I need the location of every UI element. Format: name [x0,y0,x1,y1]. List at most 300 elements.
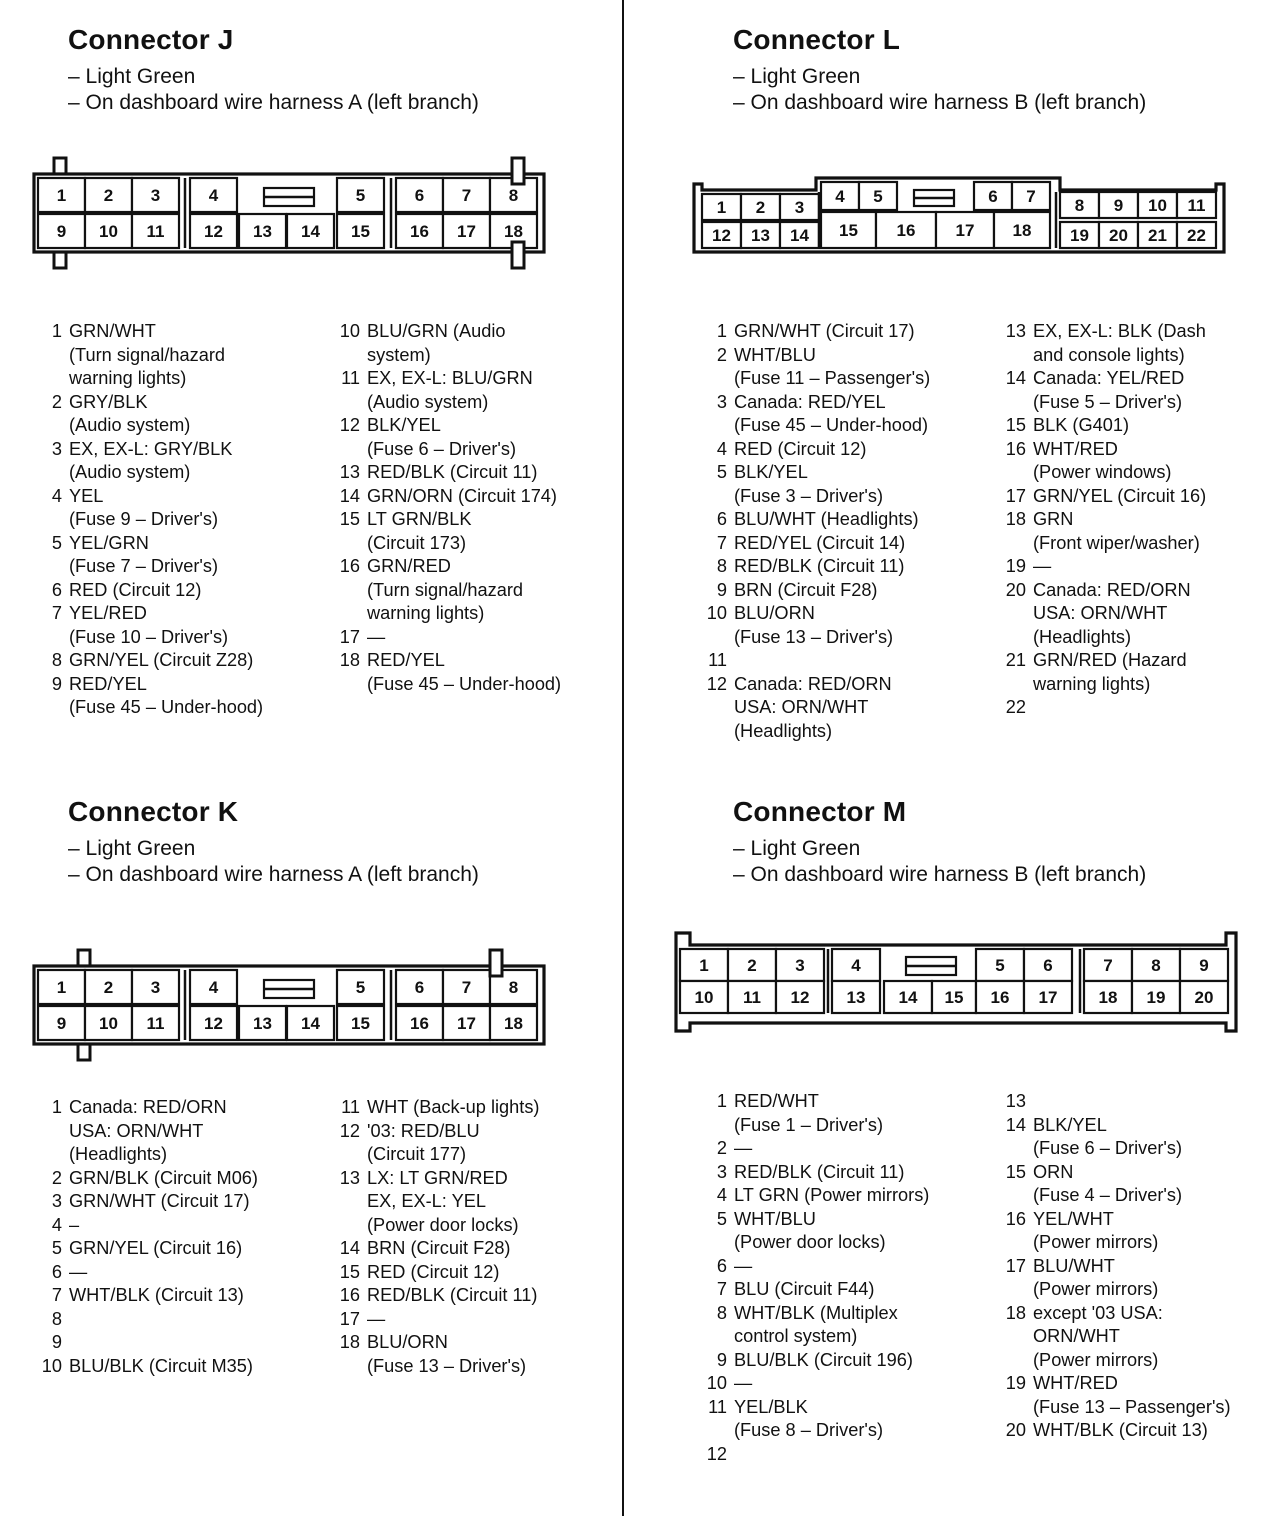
pin-label: 20 [1109,226,1128,245]
pin-number: 4 [716,1185,727,1205]
pin-description: RED (Circuit 12) [734,438,867,459]
pin-label: 15 [351,222,370,241]
pin-label: 11 [1187,196,1206,215]
pin-number: 17 [339,1308,360,1329]
pin-entry [697,1372,997,1396]
column-divider [622,0,624,1516]
pin-description: BLU/GRN (Audio system) [367,321,506,365]
pin-label: 17 [457,1014,476,1033]
pin-entry [330,649,620,696]
pin-label: 21 [1148,226,1167,245]
pin-label: 10 [1148,196,1167,215]
pin-label: 9 [1113,196,1124,215]
pin-entry [330,485,620,509]
pin-entry [996,1302,1278,1373]
pin-entry [330,1167,620,1238]
connector-m-info [733,836,1146,888]
pin-number: 9 [51,673,62,694]
pin-description: RED/BLK (Circuit 11) [734,556,905,576]
connector-k-location: – On dashboard wire harness A (left branch) [68,863,479,886]
pin-entry [697,1302,997,1349]
pin-label: 20 [1194,988,1214,1007]
pin-description: GRN/RED (Hazard warning lights) [1033,650,1187,694]
pin-entry [697,673,997,744]
pin-entry [996,1161,1278,1208]
pin-entry [697,1161,997,1185]
pin-description: RED/YEL (Circuit 14) [734,532,906,553]
pin-number: 17 [1005,485,1026,506]
pin-description: GRN/WHT (Circuit 17) [734,321,915,341]
pin-label: 1 [699,956,709,975]
pin-label: 12 [204,222,223,241]
pin-entry [697,461,997,508]
pin-number: 4 [51,485,62,506]
pin-number: 11 [341,368,360,388]
pin-label: 18 [1012,221,1032,240]
pin-number: 14 [339,485,360,506]
pin-description: RED/BLK (Circuit 11) [367,462,538,482]
pin-number: 10 [339,321,360,341]
pin-number: 17 [339,626,360,647]
pin-label: 14 [790,226,809,245]
pin-number: 18 [339,1332,360,1352]
pin-entry [996,1419,1278,1443]
pin-entry [996,414,1278,438]
pin-number: 2 [51,1167,62,1188]
pin-label: 8 [1074,196,1085,215]
pin-label: 12 [204,1014,223,1033]
pin-label: 18 [1098,988,1118,1007]
connector-k-color: – Light Green [68,837,196,860]
pin-number: 10 [706,603,727,623]
pin-entry [330,1120,620,1167]
pin-entry [996,1114,1278,1161]
pin-description: except '03 USA: ORN/WHT (Power mirrors) [1033,1302,1163,1370]
pin-number: 5 [51,1238,62,1258]
pin-number: 20 [1005,1420,1026,1440]
pin-number: 5 [51,532,62,553]
pin-number: 8 [51,1308,62,1329]
connector-l-title: Connector L [733,24,901,55]
pin-label: 6 [988,187,998,206]
pin-label: 16 [896,221,916,240]
pin-entry [697,1443,997,1467]
pin-entry [32,1261,332,1285]
pin-label: 9 [1199,956,1209,975]
pin-description: RED (Circuit 12) [367,1261,500,1282]
pin-label: 9 [56,1014,67,1033]
pin-description: '03: RED/BLU (Circuit 177) [367,1120,480,1164]
pin-label: 4 [835,187,845,206]
pin-number: 9 [716,1349,727,1370]
pin-entry [996,696,1278,720]
pin-entry [697,438,997,462]
pin-description: RED/YEL (Fuse 45 – Under-hood) [69,673,264,717]
pin-label: 11 [146,222,165,241]
pin-label: 19 [1070,226,1089,245]
pin-description: Canada: RED/ORN USA: ORN/WHT (Headlights) [1033,579,1191,647]
pin-label: 22 [1187,226,1206,245]
pin-label: 3 [150,978,161,997]
pin-number: 7 [51,1285,62,1305]
pin-entry [330,1331,620,1378]
pin-number: 5 [716,1208,727,1229]
locking-tab [512,242,524,268]
pin-entry [697,1278,997,1302]
pin-label: 1 [56,186,67,205]
pin-description: — [734,1255,753,1276]
pin-description: EX, EX-L: BLU/GRN (Audio system) [367,368,533,412]
pin-label: 7 [1103,956,1113,975]
pin-number: 13 [1005,1091,1026,1111]
pin-description: BLU/WHT (Headlights) [734,509,919,529]
pin-entry [330,461,620,485]
pin-entry [996,1208,1278,1255]
pin-description: BLK/YEL (Fuse 6 – Driver's) [367,415,516,459]
pin-label: 5 [355,978,366,997]
pin-description: Canada: RED/ORN USA: ORN/WHT (Headlights) [734,673,892,741]
pin-entry [697,508,997,532]
pin-number: 11 [708,650,727,670]
pin-entry [32,438,332,485]
pin-description: RED (Circuit 12) [69,579,202,600]
pin-description: EX, EX-L: GRY/BLK (Audio system) [69,438,233,482]
connector-k-pins-left [32,1096,332,1378]
pin-label: 8 [1151,956,1161,975]
connector-j-location: – On dashboard wire harness A (left branch) [68,91,479,114]
pin-entry [32,1355,332,1379]
pin-label: 4 [208,978,219,997]
pin-description: GRN/BLK (Circuit M06) [69,1167,258,1188]
pin-description: LT GRN (Power mirrors) [734,1185,930,1205]
connector-l-diagram [688,172,1233,256]
pin-number: 15 [339,1261,360,1282]
pin-entry [330,1237,620,1261]
pin-description: WHT/RED (Power windows) [1033,438,1172,482]
pin-number: 2 [51,391,62,412]
pin-label: 9 [56,222,67,241]
pin-number: 1 [716,1091,727,1111]
pin-label: 13 [253,222,272,241]
pin-description: RED/WHT (Fuse 1 – Driver's) [734,1091,883,1135]
pin-description: GRN/ORN (Circuit 174) [367,485,557,506]
pin-number: 6 [716,1255,727,1276]
pin-number: 4 [51,1214,62,1235]
pin-entry [330,1308,620,1332]
pin-label: 6 [414,186,425,205]
pin-description: – [69,1214,80,1235]
pin-description: RED/YEL (Fuse 45 – Under-hood) [367,650,562,694]
pin-label: 15 [351,1014,370,1033]
pin-number: 12 [339,1120,360,1141]
pin-description: BLK/YEL (Fuse 6 – Driver's) [1033,1114,1182,1158]
pin-number: 7 [716,532,727,553]
pin-description: — [734,1373,753,1393]
pin-entry [697,391,997,438]
pin-label: 17 [955,221,975,240]
pin-entry [697,1184,997,1208]
pin-description: BLU/BLK (Circuit M35) [69,1355,253,1376]
pin-description: — [367,1308,386,1329]
pin-entry [697,579,997,603]
pin-label: 7 [461,186,472,205]
pin-label: 14 [301,1014,320,1033]
pin-label: 2 [103,186,114,205]
pin-label: 5 [873,187,883,206]
pin-number: 9 [716,579,727,600]
pin-entry [996,1372,1278,1419]
locking-tab [490,950,502,976]
pin-entry [32,649,332,673]
pin-label: 1 [716,198,727,217]
pin-description: GRN/YEL (Circuit 16) [69,1238,243,1258]
pin-description: WHT/BLU (Power door locks) [734,1208,886,1252]
connector-k-info [68,836,479,888]
pin-label: 6 [1043,956,1053,975]
pin-description: YEL (Fuse 9 – Driver's) [69,485,218,529]
pin-entry [32,1096,332,1167]
pin-description: LT GRN/BLK (Circuit 173) [367,509,472,553]
pin-entry [330,626,620,650]
pin-description: WHT/BLK (Circuit 13) [1033,1420,1208,1440]
pin-entry [32,1190,332,1214]
pin-label: 12 [790,988,810,1007]
pin-entry [697,649,997,673]
pin-number: 18 [1005,509,1026,529]
pin-number: 5 [716,462,727,482]
pin-number: 8 [51,650,62,670]
pin-label: 4 [208,186,219,205]
pin-label: 19 [1146,988,1166,1007]
pin-label: 2 [755,198,766,217]
pin-label: 2 [103,978,114,997]
pin-entry [32,602,332,649]
pin-entry [32,1331,332,1355]
pin-description: BRN (Circuit F28) [734,579,878,600]
connector-k-pins-right [330,1096,620,1378]
pin-number: 3 [51,438,62,459]
pin-label: 18 [504,222,523,241]
connector-l-info [733,64,1146,116]
pin-entry [697,532,997,556]
pin-description: WHT/BLK (Circuit 13) [69,1285,244,1305]
pin-description: BLK (G401) [1033,415,1130,435]
pin-label: 16 [410,222,429,241]
pin-entry [32,673,332,720]
pin-description: — [69,1261,88,1282]
pin-label: 10 [694,988,714,1007]
pin-number: 16 [339,1285,360,1305]
pin-label: 18 [504,1014,523,1033]
pin-description: LX: LT GRN/RED EX, EX-L: YEL (Power door locks) [367,1167,519,1235]
pin-label: 3 [795,956,805,975]
pin-number: 8 [716,1302,727,1323]
connector-m-title: Connector M [733,796,907,827]
pin-number: 16 [1005,438,1026,459]
pin-number: 16 [339,556,360,576]
pin-entry [996,1255,1278,1302]
pin-label: 11 [743,988,761,1007]
connector-j-diagram [28,150,568,275]
pin-description: — [1033,556,1052,576]
pin-description: BLU/BLK (Circuit 196) [734,1349,913,1370]
pin-number: 18 [339,650,360,670]
pin-label: 13 [846,988,866,1007]
pin-label: 13 [751,226,770,245]
pin-number: 21 [1005,650,1026,670]
pin-label: 2 [747,956,757,975]
connector-m-location: – On dashboard wire harness B (left branch) [733,863,1147,886]
pin-entry [996,320,1278,367]
pin-label: 5 [355,186,366,205]
pin-description: RED/BLK (Circuit 11) [367,1285,538,1305]
pin-label: 13 [253,1014,272,1033]
pin-description: GRY/BLK (Audio system) [69,391,191,435]
pin-label: 14 [898,988,918,1007]
connector-k-diagram [28,942,568,1067]
pin-number: 12 [706,1443,727,1464]
pin-entry [996,438,1278,485]
pin-entry [697,555,997,579]
pin-description: WHT (Back-up lights) [367,1097,540,1117]
pin-number: 1 [716,321,727,341]
locking-tab [512,158,524,184]
pin-number: 10 [706,1373,727,1393]
pin-entry [32,579,332,603]
pin-number: 20 [1005,579,1026,600]
pin-number: 14 [1005,1114,1026,1135]
pin-number: 11 [708,1396,727,1417]
pin-entry [697,1208,997,1255]
connector-j-info [68,64,479,116]
pin-label: 5 [995,956,1005,975]
pin-label: 10 [99,1014,118,1033]
pin-label: 4 [851,956,861,975]
connector-m-diagram [670,925,1245,1040]
pin-number: 17 [1005,1255,1026,1276]
pin-entry [996,579,1278,650]
pin-number: 22 [1005,697,1026,717]
connector-l-location: – On dashboard wire harness B (left branch) [733,91,1147,114]
pin-entry [32,1214,332,1238]
pin-description: GRN/WHT (Turn signal/hazard warning lights) [69,321,226,388]
connector-l-pins-right [996,320,1278,720]
pin-description: GRN (Front wiper/washer) [1033,509,1200,553]
pin-entry [32,485,332,532]
pin-number: 4 [716,438,727,459]
pin-description: YEL/WHT (Power mirrors) [1033,1208,1159,1252]
pin-description: Canada: RED/YEL (Fuse 45 – Under-hood) [734,391,929,435]
pin-entry [330,508,620,555]
pin-entry [697,602,997,649]
pin-label: 8 [508,186,519,205]
pin-entry [697,1396,997,1443]
pin-number: 2 [716,344,727,365]
pin-label: 3 [150,186,161,205]
pin-description: WHT/RED (Fuse 13 – Passenger's) [1033,1373,1231,1417]
pin-entry [32,1167,332,1191]
pin-entry [697,1137,997,1161]
pin-label: 14 [301,222,320,241]
pin-description: BLK/YEL (Fuse 3 – Driver's) [734,462,883,506]
pin-number: 13 [339,462,360,482]
pin-label: 1 [56,978,67,997]
connector-j-color: – Light Green [68,65,196,88]
pin-entry [697,1255,997,1279]
pin-entry [697,1090,997,1137]
pin-label: 17 [1038,988,1058,1007]
pin-entry [996,485,1278,509]
pin-entry [330,555,620,626]
pin-description: — [734,1138,753,1158]
pin-description: YEL/GRN (Fuse 7 – Driver's) [69,532,218,576]
pin-number: 2 [716,1138,727,1158]
pin-number: 16 [1005,1208,1026,1229]
pin-number: 12 [706,673,727,694]
pin-number: 10 [41,1355,62,1376]
pin-entry [32,532,332,579]
pin-number: 15 [1005,1161,1026,1182]
pin-entry [996,508,1278,555]
pin-label: 11 [146,1014,165,1033]
pin-entry [996,367,1278,414]
pin-number: 3 [716,391,727,412]
pin-description: BLU/WHT (Power mirrors) [1033,1255,1159,1299]
pin-number: 19 [1005,1373,1026,1393]
pin-number: 1 [51,1097,62,1117]
pin-description: YEL/BLK (Fuse 8 – Driver's) [734,1396,883,1440]
pin-description: Canada: YEL/RED (Fuse 5 – Driver's) [1033,368,1185,412]
pin-entry [32,1237,332,1261]
pin-entry [330,320,620,367]
pin-label: 7 [461,978,472,997]
pin-description: — [367,626,386,647]
connector-k-title: Connector K [68,796,239,827]
connector-m-pins-right [996,1090,1278,1443]
pin-entry [32,1308,332,1332]
pin-label: 16 [990,988,1010,1007]
pin-label: 8 [508,978,519,997]
connector-m-pins-left [697,1090,997,1466]
pin-label: 12 [712,226,731,245]
pin-number: 13 [1005,321,1026,341]
pin-number: 1 [51,321,62,341]
pin-number: 7 [51,603,62,623]
pin-entry [697,320,997,344]
pin-description: GRN/WHT (Circuit 17) [69,1191,250,1211]
connector-j-pins-left [32,320,332,720]
pin-number: 3 [716,1161,727,1182]
pin-entry [330,1284,620,1308]
pin-description: GRN/YEL (Circuit 16) [1033,485,1207,506]
pin-number: 6 [716,509,727,529]
pin-entry [32,320,332,391]
pin-entry [330,1096,620,1120]
pin-number: 19 [1005,556,1026,576]
pin-entry [330,414,620,461]
connector-j-pins-right [330,320,620,696]
pin-description: BRN (Circuit F28) [367,1238,511,1258]
pin-description: GRN/RED (Turn signal/hazard warning lights) [367,556,524,623]
pin-number: 11 [341,1097,360,1117]
pin-entry [697,1349,997,1373]
connector-m-color: – Light Green [733,837,861,860]
pin-label: 7 [1026,187,1036,206]
pin-number: 3 [51,1191,62,1211]
pin-label: 16 [410,1014,429,1033]
pin-number: 14 [1005,368,1026,388]
pin-entry [996,555,1278,579]
